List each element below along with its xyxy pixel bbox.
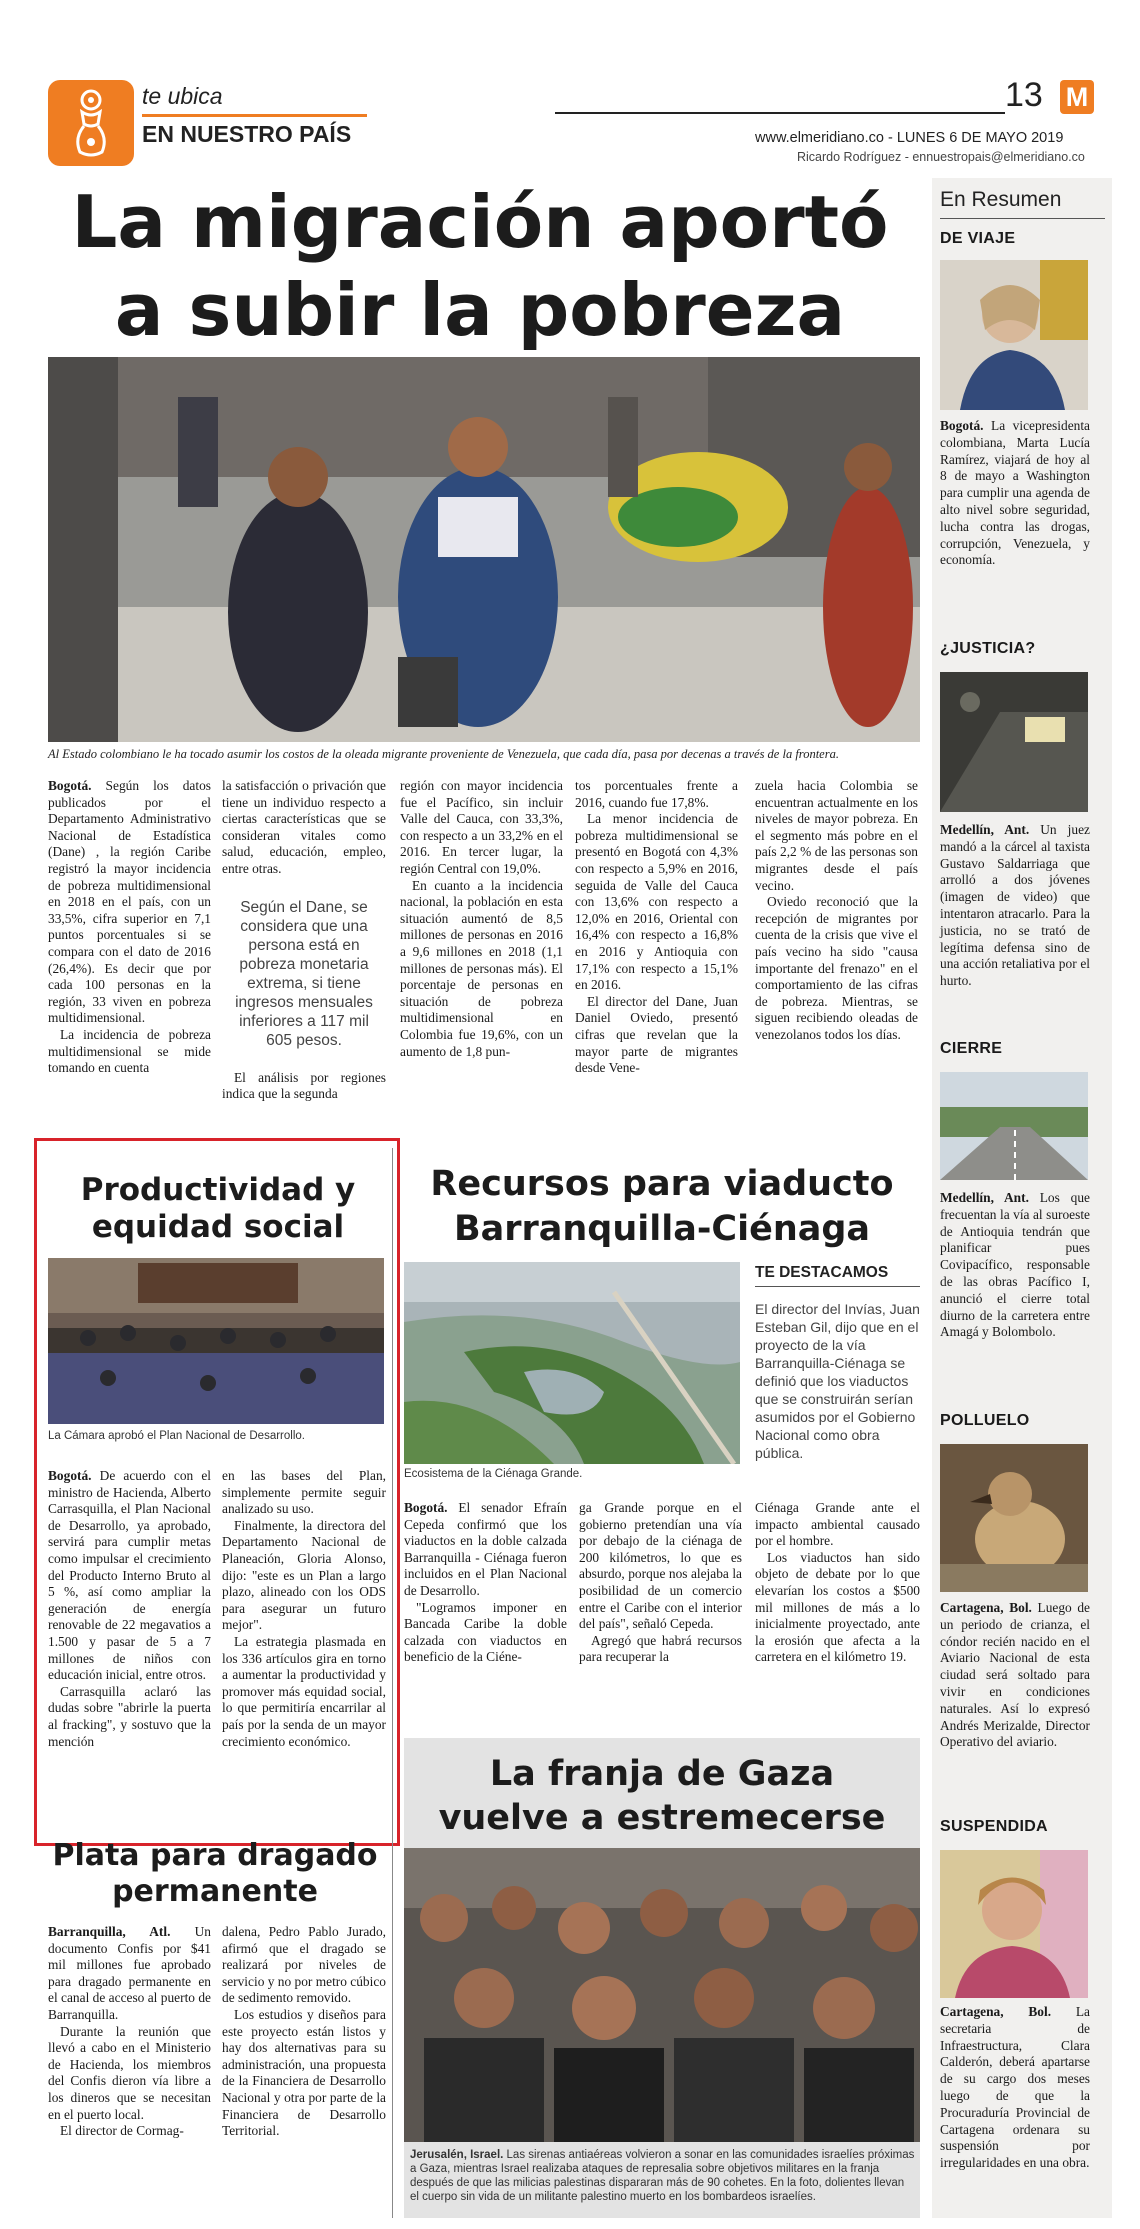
congress-photo	[48, 1258, 384, 1424]
dragado-col-1	[48, 1924, 211, 2224]
productividad-col2-p3: La estrategia plasmada en los 336 artículos gira en torno a aumentar la productividad y promover más equidad social, lo que permitiría encarrilar al país por la senda de un mayor crecimiento económico.	[222, 1633, 386, 1749]
sidebar-label-de-viaje: DE VIAJE	[940, 230, 1016, 247]
sidebar-dateline-de-viaje: Bogotá.	[940, 418, 984, 433]
condor-chick-photo	[940, 1444, 1088, 1592]
viaducto-headline-line1: Recursos para viaducto	[430, 1164, 894, 1204]
productividad-col2-p2: Finalmente, la directora del Departamento Nacional de Planeación, Gloria Alonso, dijo: "este es un Plan a largo plazo, alineado con los ODS para asegurar un futuro mejor".	[222, 1517, 386, 1633]
sidebar-dateline-justicia: Medellín, Ant.	[940, 822, 1030, 837]
main-col5-p2: Oviedo reconoció que la recepción de migrantes por cuenta de la crisis que vive el país vecino ha sido "causa importante del frenazo" en el comportamiento de las cifras de pobreza. Mientras, se siguen recibiendo oleadas de venezolanos todos los días.	[755, 894, 918, 1042]
main-col5-p1: zuela hacia Colombia se encuentran actualmente en los niveles de mayor pobreza. En el segmento más pobre en el país 2,2 % de las personas son migrantes desde el país vecino.	[755, 778, 918, 893]
main-col-5	[755, 778, 918, 1178]
dragado-col1-p1: Un documento Confis por $41 mil millones fue aprobado para dragado permanente en el canal de acceso al puerto de Barranquilla.	[48, 1924, 211, 2022]
main-headline	[40, 178, 920, 354]
brand-mark	[1060, 80, 1094, 114]
migrants-photo	[48, 357, 920, 742]
dragado-col2-p1: dalena, Pedro Pablo Jurado, afirmó que el dragado se realizará por niveles de servicio y no por metro cúbico de sedimento removido.	[222, 1924, 386, 2006]
section-tag: te ubica	[142, 83, 223, 109]
editor-line: Ricardo Rodríguez - ennuestropais@elmeridiano.co	[797, 150, 1085, 164]
sidebar-body-cierre: Los que frecuentan la vía al suroeste de Antioquia tendrán que planificar pues Covipacífico, responsable de las obras Pacífico I, anunció el cierre total diurno de la carretera entre Amagá y Bolombolo.	[940, 1190, 1090, 1340]
viaducto-col1-p2: "Logramos imponer en Bancada Caribe la doble calzada con viaductos en beneficio de la Ciéne-	[404, 1599, 567, 1665]
viaducto-col2-p1: ga Grande porque en el gobierno pretendían una vía por debajo de la ciénaga de 200 kilómetros, lo que es absurdo, porque nos alejaba la posibilidad de un comercio entre el Caribe con el interior del país", señaló Cepeda.	[579, 1500, 742, 1632]
gaza-caption-dateline: Jerusalén, Israel.	[410, 2149, 504, 2161]
dragado-headline	[40, 1838, 390, 1910]
road-photo	[940, 1072, 1088, 1180]
sidebar-text-polluelo	[940, 1600, 1090, 1751]
header-rule	[555, 112, 1005, 114]
viaducto-caption: Ecosistema de la Ciénaga Grande.	[404, 1468, 583, 1480]
viaducto-col-1	[404, 1500, 567, 1730]
main-headline-line1: La migración aportó	[71, 180, 889, 264]
main-col2-p1: la satisfacción o privación que tiene un individuo respecto a ciertas características que se consideran vitales como salud, educación, empleo, entre otras.	[222, 778, 386, 876]
sidebar-body-suspendida: La secretaria de Infraestructura, Clara Calderón, deberá apartarse de su cargo dos meses luego de que la Procuraduría Provincial de Cartagena ordenara su suspensión por irregularidades en una obra.	[940, 2004, 1090, 2171]
viaducto-col1-dateline: Bogotá.	[404, 1500, 448, 1515]
sidebar-body-de-viaje: La vicepresidenta colombiana, Marta Lucía Ramírez, viajará de hoy al 8 de mayo a Washington para cumplir una agenda de alto nivel sobre seguridad, lucha contra las drogas, corrupción, Venezuela, y economía.	[940, 418, 1090, 568]
viaducto-col3-p2: Los viaductos han sido objeto de debate por lo que elevarían los costos a $500 mil millones de más a lo inicialmente proyectado, ante la erosión que afecta a la carretera en el kilómetro 19.	[755, 1549, 920, 1665]
sidebar-body-polluelo: Luego de un periodo de crianza, el cóndor recién nacido en el Aviario Nacional de esta ciudad será soltado para vivir en condiciones naturales. Así lo expresó Andrés Merizalde, Director Operativo del aviario.	[940, 1600, 1090, 1750]
productividad-col1-p1: De acuerdo con el ministro de Hacienda, Alberto Carrasquilla, el Plan Nacional de Desarrollo, ya aprobado, servirá para cumplir metas como impulsar el crecimiento del Producto Interno Bruto al 5 %, así como ampliar la generación de energía renovable de 22 megavatios a 1.500 y pasar de 5 a 7 millones de niños con educación inicial, entre otros.	[48, 1468, 211, 1683]
site-date: www.elmeridiano.co - LUNES 6 DE MAYO 2019	[755, 130, 1064, 146]
dragado-headline-line2: permanente	[112, 1874, 318, 1909]
sidebar-text-suspendida	[940, 2004, 1090, 2172]
sidebar-text-cierre	[940, 1190, 1090, 1341]
main-col4-p1: tos porcentuales frente a 2016, cuando fue 17,8%.	[575, 778, 738, 810]
main-col-4	[575, 778, 738, 1178]
main-col3-p1: región con mayor incidencia fue el Pacífico, sin incluir Valle del Cauca, con 33,3%, con respecto a un 33,2% en el 2016. En tercer lugar, la región Central con 19,0%.	[400, 778, 563, 876]
viaducto-col1-p1: El senador Efraín Cepeda confirmó que los viaductos en la doble calzada Barranquilla - Ciénaga fueron incluidos en el Plan Nacional de Desarrollo.	[404, 1500, 567, 1598]
main-col3-p2: En cuanto a la incidencia nacional, la población en esta situación aumentó de 8,5 millones de personas en 2016 a 9,6 millones en 2018 (1,1 millones de personas más). El porcentaje de personas en situación de pobreza multidimensional en Colombia fue 19,6%, con un aumento de 1,8 pun-	[400, 877, 563, 1059]
dragado-col1-dateline: Barranquilla, Atl.	[48, 1924, 171, 1939]
taxi-video-photo	[940, 672, 1088, 812]
productividad-headline-line2: equidad social	[91, 1209, 345, 1245]
section-tag-rule	[142, 114, 367, 117]
section-logo-badge	[48, 80, 134, 166]
viaducto-headline-line2: Barranquilla-Ciénaga	[453, 1209, 871, 1249]
gaza-headline	[404, 1752, 920, 1840]
sidebar-label-cierre: CIERRE	[940, 1040, 1003, 1057]
sidebar-title: En Resumen	[940, 188, 1062, 211]
productividad-col2-p1: en las bases del Plan, simplemente permite seguir analizado su uso.	[222, 1468, 386, 1517]
dragado-headline-line1: Plata para dragado	[52, 1838, 378, 1873]
productividad-col-2	[222, 1468, 386, 1838]
brand-mark-letter: M	[1065, 82, 1089, 112]
gaza-headline-line2: vuelve a estremecerse	[438, 1798, 886, 1838]
main-col1-p2: La incidencia de pobreza multidimensional se mide tomando en cuenta	[48, 1026, 211, 1076]
vicepresident-photo	[940, 260, 1088, 410]
sidebar-title-rule	[940, 218, 1105, 219]
viaducto-col3-p1: Ciénaga Grande ante el impacto ambiental causado por el hombre.	[755, 1500, 920, 1549]
main-col1-p1: Según los datos publicados por el Departamento Administrativo Nacional de Estadística (Dane) , la región Caribe registró la mayor incidencia de pobreza multidimensional en 2018 en el país, con un 33,5%, cifra superior en 7,1 puntos porcentuales si se compara con el dato de 2016 (26,4%). Es decir que por cada 100 personas en la región, 33 viven en pobreza multidimensional.	[48, 778, 211, 1026]
main-headline-line2: a subir la pobreza	[114, 268, 846, 352]
main-col1-dateline: Bogotá.	[48, 778, 92, 793]
section-name: EN NUESTRO PAÍS	[142, 121, 352, 147]
sidebar-text-de-viaje	[940, 418, 1090, 569]
column-divider	[392, 1148, 393, 2218]
figure-logo-icon	[48, 80, 134, 166]
main-col-3	[400, 778, 563, 1178]
sidebar-dateline-polluelo: Cartagena, Bol.	[940, 1600, 1032, 1615]
dragado-col1-p3: El director de Cormag-	[60, 2123, 184, 2139]
main-col-2	[222, 778, 386, 1178]
viaducto-col2-p2: Agregó que habrá recursos para recuperar la	[579, 1632, 742, 1665]
official-photo	[940, 1850, 1088, 1998]
destacamos-label: TE DESTACAMOS	[755, 1264, 889, 1281]
viaducto-col-3	[755, 1500, 920, 1730]
destacamos-text: El director del Invías, Juan Esteban Gil, dijo que en el proyecto de la vía Barranquilla-Ciénaga se definió que los viaductos que se construirán serían asumidos por el Gobierno Nacional como obra pública.	[755, 1301, 920, 1461]
productividad-headline	[48, 1172, 388, 1246]
page-number: 13	[1005, 76, 1043, 114]
pull-quote: Según el Dane, se considera que una persona está en pobreza monetaria extrema, si tiene ingresos mensuales inferiores a 117 mil 605 pesos.	[235, 898, 373, 1049]
viaducto-headline	[404, 1162, 920, 1252]
productividad-headline-line1: Productividad y	[80, 1172, 356, 1208]
productividad-caption: La Cámara aprobó el Plan Nacional de Desarrollo.	[48, 1430, 305, 1442]
main-col4-p2: La menor incidencia de pobreza multidimensional se presentó en Bogotá con 4,3% con respecto a 5,9% en 2016, seguida de Valle del Cauca con 13,6% con respecto a 12,0% en 2016, Oriental con 16,4% con respecto a 16,8% en 2016 y Antioquia con 17,1% con respecto a 15,1% en 2016.	[575, 811, 738, 993]
gaza-photo	[404, 1848, 920, 2142]
destacamos-rule	[755, 1286, 920, 1287]
sidebar-dateline-suspendida: Cartagena, Bol.	[940, 2004, 1052, 2019]
viaducto-col-2	[579, 1500, 742, 1730]
sidebar-body-justicia: Un juez mandó a la cárcel al taxista Gustavo Saldarriaga que arrolló a dos jóvenes (imagen de video) que intentaron atracarlo. Para la justicia, no se trató de legítima defensa sino de una acción retaliativa por el hurto.	[940, 822, 1090, 989]
main-col4-p3: El director del Dane, Juan Daniel Oviedo, presentó cifras que revelan que la mayor parte de migrantes desde Vene-	[575, 993, 738, 1076]
gaza-headline-line1: La franja de Gaza	[489, 1754, 835, 1794]
main-photo-caption: Al Estado colombiano le ha tocado asumir los costos de la oleada migrante proveniente de Venezuela, que cada día, pasa por decenas a través de la frontera.	[48, 747, 839, 761]
main-col-1	[48, 778, 211, 1178]
dragado-col2-p2: Los estudios y diseños para este proyecto están listos y hay dos alternativas para su administración, una propuesta de la Financiera de Desarrollo Nacional y otra por parte de la Financiera de Desarrollo Territorial.	[222, 2006, 386, 2139]
productividad-col-1	[48, 1468, 211, 1838]
productividad-col1-p2: Carrasquilla aclaró las dudas sobre "abrirle la puerta al fracking", y sostuvo que la mención	[48, 1683, 211, 1749]
sidebar-label-polluelo: POLLUELO	[940, 1412, 1030, 1429]
gaza-caption	[410, 2148, 915, 2204]
productividad-col1-dateline: Bogotá.	[48, 1468, 92, 1483]
sidebar-text-justicia	[940, 822, 1090, 990]
main-col2-p2: El análisis por regiones indica que la segunda	[222, 1069, 386, 1102]
gaza-caption-text: Las sirenas antiaéreas volvieron a sonar en las comunidades israelíes próximas a Gaza, mientras Israel realizaba ataques de represalia sobre objetivos militares en la franja después de que las milicias palestinas dispararan más de 90 cohetes. En la foto, dolientes llevan el cuerpo sin vida de un militante palestino muerto en los bombardeos israelíes.	[410, 2149, 915, 2203]
sidebar-dateline-cierre: Medellín, Ant.	[940, 1190, 1029, 1205]
cienaga-photo	[404, 1262, 740, 1464]
sidebar-label-suspendida: SUSPENDIDA	[940, 1818, 1048, 1835]
sidebar-label-justicia: ¿JUSTICIA?	[940, 640, 1036, 657]
dragado-col1-p2: Durante la reunión que llevó a cabo en el Ministerio de Hacienda, los miembros del Confis dieron vía libre a los dineros que se necesitan en el puerto local.	[48, 2023, 211, 2122]
dragado-col-2	[222, 1924, 386, 2224]
